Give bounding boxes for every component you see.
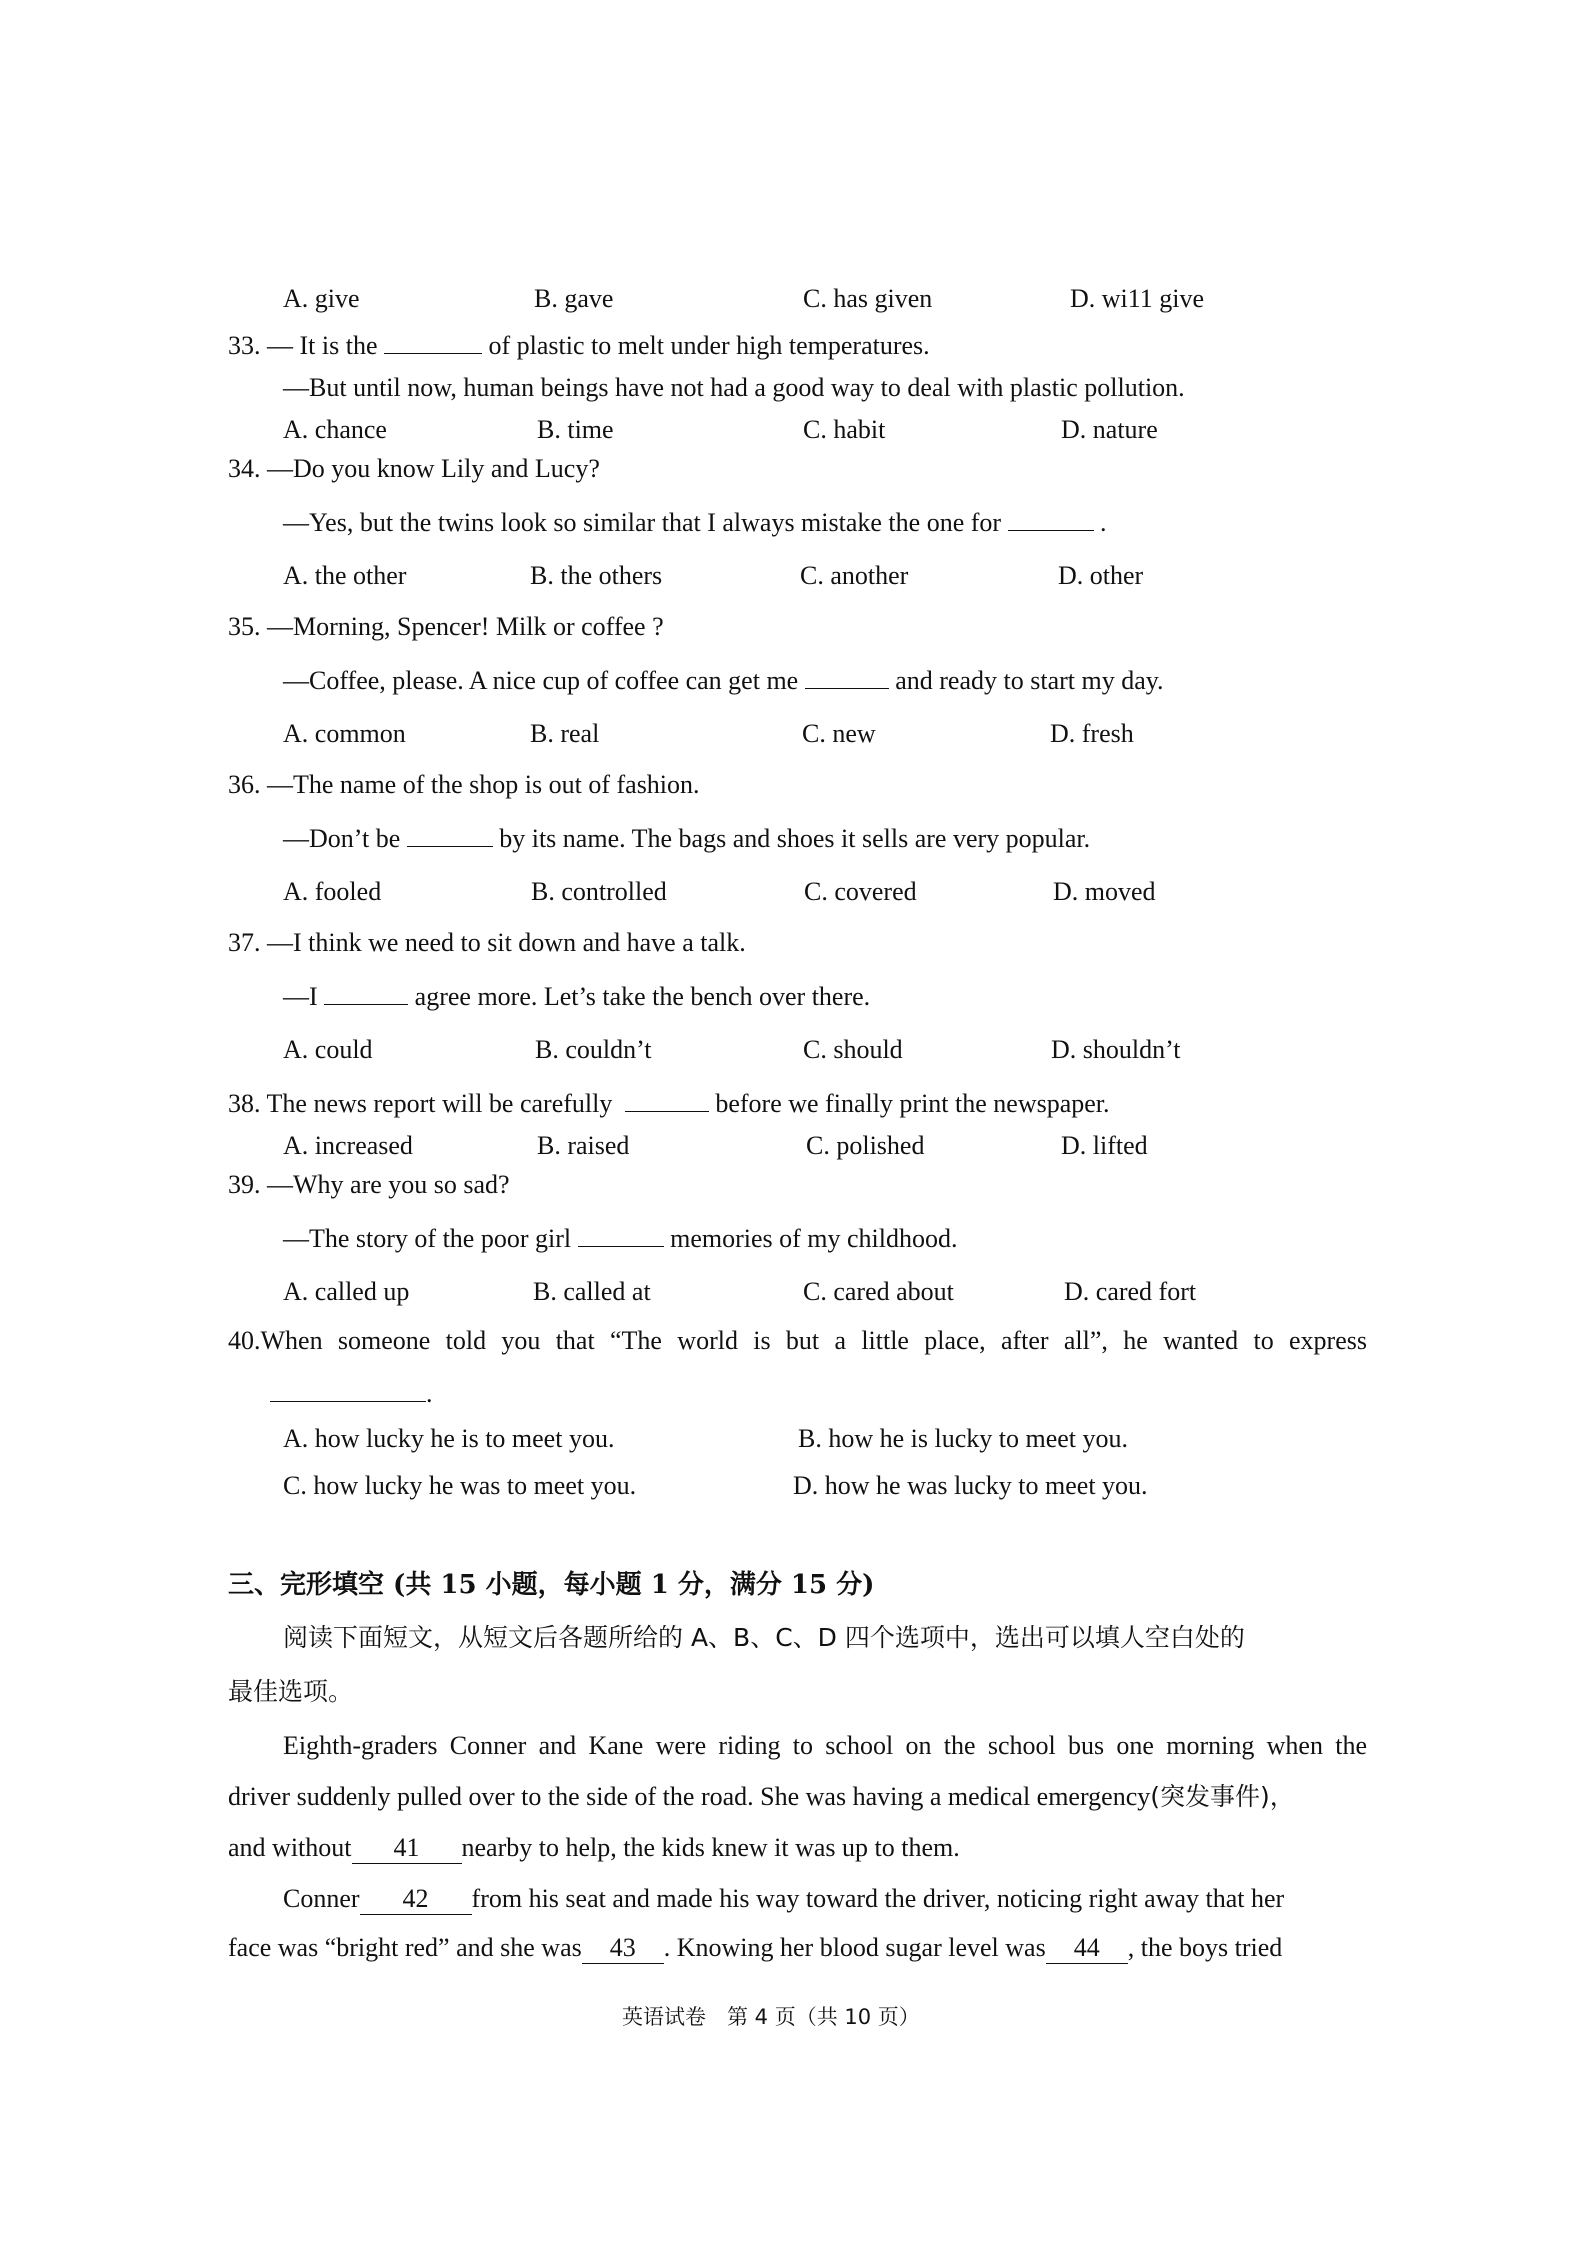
q33-stem bbox=[228, 329, 930, 363]
passage-text: , the boys tried bbox=[1127, 1933, 1283, 1962]
q37-option-c: C. should bbox=[803, 1035, 903, 1064]
q35-blank bbox=[805, 664, 889, 689]
q34-option-b: B. the others bbox=[530, 561, 663, 590]
q37-stem: 37. —I think we need to sit down and have a talk. bbox=[228, 928, 746, 957]
q36-response bbox=[283, 822, 1090, 856]
q35-text-post: and ready to start my day. bbox=[895, 666, 1164, 695]
section-title: 三、完形填空 (共 15 小题，每小题 1 分，满分 15 分) bbox=[228, 1570, 875, 1600]
q40-option-c: C. how lucky he was to meet you. bbox=[283, 1471, 637, 1500]
q33-option-a: A. chance bbox=[283, 415, 387, 444]
q38-stem bbox=[228, 1087, 1110, 1121]
q40-option-a: A. how lucky he is to meet you. bbox=[283, 1424, 615, 1453]
q38-text-pre: 38. The news report will be carefully bbox=[228, 1089, 613, 1118]
q37-blank bbox=[324, 980, 408, 1005]
q32-option-b: B. gave bbox=[534, 284, 614, 313]
cloze-blank-41: 41 bbox=[352, 1833, 462, 1864]
q39-text-post: memories of my childhood. bbox=[670, 1224, 958, 1253]
q35-option-c: C. new bbox=[802, 719, 876, 748]
q34-stem: 34. —Do you know Lily and Lucy? bbox=[228, 454, 600, 483]
cloze-blank-42: 42 bbox=[360, 1884, 472, 1915]
q32-option-c: C. has given bbox=[803, 284, 933, 313]
q33-option-c: C. habit bbox=[803, 415, 886, 444]
q39-option-c: C. cared about bbox=[803, 1277, 954, 1306]
page-footer: 英语试卷 第 4 页（共 10 页） bbox=[622, 2005, 920, 2029]
passage-p2-line2 bbox=[228, 1931, 1282, 1965]
q40-stem: 40.When someone told you that “The world is but a little place, after all”, he wanted to express bbox=[228, 1326, 1367, 1355]
section-instructions-line2: 最佳选项。 bbox=[228, 1677, 354, 1706]
q33-response: —But until now, human beings have not had a good way to deal with plastic pollution. bbox=[283, 373, 1185, 402]
q40-text-post: . bbox=[426, 1379, 433, 1408]
q36-text-post: by its name. The bags and shoes it sells are very popular. bbox=[499, 824, 1091, 853]
q37-option-d: D. shouldn’t bbox=[1051, 1035, 1181, 1064]
q37-response bbox=[283, 980, 870, 1014]
q40-option-b: B. how he is lucky to meet you. bbox=[798, 1424, 1129, 1453]
section-instructions-line1: 阅读下面短文，从短文后各题所给的 A、B、C、D 四个选项中，选出可以填人空白处的 bbox=[283, 1623, 1245, 1652]
q38-text-post: before we finally print the newspaper. bbox=[715, 1089, 1110, 1118]
q38-option-a: A. increased bbox=[283, 1131, 413, 1160]
q33-text-pre: 33. — It is the bbox=[228, 331, 378, 360]
q39-option-a: A. called up bbox=[283, 1277, 410, 1306]
q39-stem: 39. —Why are you so sad? bbox=[228, 1170, 510, 1199]
passage-text: nearby to help, the kids knew it was up to them. bbox=[461, 1833, 960, 1862]
q36-blank bbox=[407, 822, 493, 847]
q33-option-b: B. time bbox=[537, 415, 614, 444]
q39-response bbox=[283, 1222, 958, 1256]
q36-option-c: C. covered bbox=[804, 877, 917, 906]
q34-option-a: A. the other bbox=[283, 561, 407, 590]
q37-text-post: agree more. Let’s take the bench over there. bbox=[414, 982, 871, 1011]
passage-p1-line3 bbox=[228, 1831, 960, 1865]
q35-option-a: A. common bbox=[283, 719, 406, 748]
passage-p2-line1 bbox=[283, 1882, 1284, 1916]
passage-text: driver suddenly pulled over to the side of the road. She was having a medical emergency bbox=[228, 1782, 1151, 1811]
q34-text-post: . bbox=[1100, 508, 1107, 537]
q35-option-d: D. fresh bbox=[1050, 719, 1134, 748]
q38-blank bbox=[625, 1087, 709, 1112]
q38-option-c: C. polished bbox=[806, 1131, 925, 1160]
q34-text-pre: —Yes, but the twins look so similar that I always mistake the one for bbox=[283, 508, 1002, 537]
passage-text: face was “bright red” and she was bbox=[228, 1933, 582, 1962]
q36-stem: 36. —The name of the shop is out of fashion. bbox=[228, 770, 700, 799]
q36-option-a: A. fooled bbox=[283, 877, 382, 906]
cloze-blank-44: 44 bbox=[1046, 1933, 1128, 1964]
q33-option-d: D. nature bbox=[1061, 415, 1158, 444]
q35-stem: 35. —Morning, Spencer! Milk or coffee ? bbox=[228, 612, 664, 641]
q34-response bbox=[283, 506, 1107, 540]
q35-response bbox=[283, 664, 1164, 698]
q34-blank bbox=[1008, 506, 1094, 531]
q37-option-a: A. could bbox=[283, 1035, 373, 1064]
q39-option-b: B. called at bbox=[533, 1277, 651, 1306]
passage-text: and without bbox=[228, 1833, 352, 1862]
q32-option-d: D. wi11 give bbox=[1070, 284, 1205, 313]
q36-option-d: D. moved bbox=[1053, 877, 1156, 906]
q36-option-b: B. controlled bbox=[531, 877, 667, 906]
passage-p1-line1: Eighth-graders Conner and Kane were riding to school on the school bus one morning when the bbox=[283, 1731, 1367, 1760]
q38-option-b: B. raised bbox=[537, 1131, 630, 1160]
q32-option-a: A. give bbox=[283, 284, 360, 313]
passage-text: . Knowing her blood sugar level was bbox=[663, 1933, 1046, 1962]
q34-option-d: D. other bbox=[1058, 561, 1144, 590]
q35-text-pre: —Coffee, please. A nice cup of coffee can get me bbox=[283, 666, 799, 695]
q37-option-b: B. couldn’t bbox=[535, 1035, 652, 1064]
q34-option-c: C. another bbox=[800, 561, 909, 590]
passage-p1-line2 bbox=[228, 1780, 1295, 1814]
q40-answer-line bbox=[270, 1377, 433, 1411]
q37-text-pre: —I bbox=[283, 982, 318, 1011]
q40-option-d: D. how he was lucky to meet you. bbox=[793, 1471, 1148, 1500]
q33-text-post: of plastic to melt under high temperatures. bbox=[488, 331, 930, 360]
q39-blank bbox=[578, 1222, 664, 1247]
cloze-blank-43: 43 bbox=[582, 1933, 664, 1964]
q33-blank bbox=[384, 329, 482, 354]
q39-text-pre: —The story of the poor girl bbox=[283, 1224, 572, 1253]
q40-blank bbox=[270, 1377, 426, 1402]
q38-option-d: D. lifted bbox=[1061, 1131, 1148, 1160]
q36-text-pre: —Don’t be bbox=[283, 824, 401, 853]
passage-text: from his seat and made his way toward the driver, noticing right away that her bbox=[471, 1884, 1285, 1913]
passage-text: Conner bbox=[283, 1884, 360, 1913]
q39-option-d: D. cared fort bbox=[1064, 1277, 1197, 1306]
passage-cn-note: (突发事件)， bbox=[1150, 1782, 1295, 1811]
q35-option-b: B. real bbox=[530, 719, 600, 748]
